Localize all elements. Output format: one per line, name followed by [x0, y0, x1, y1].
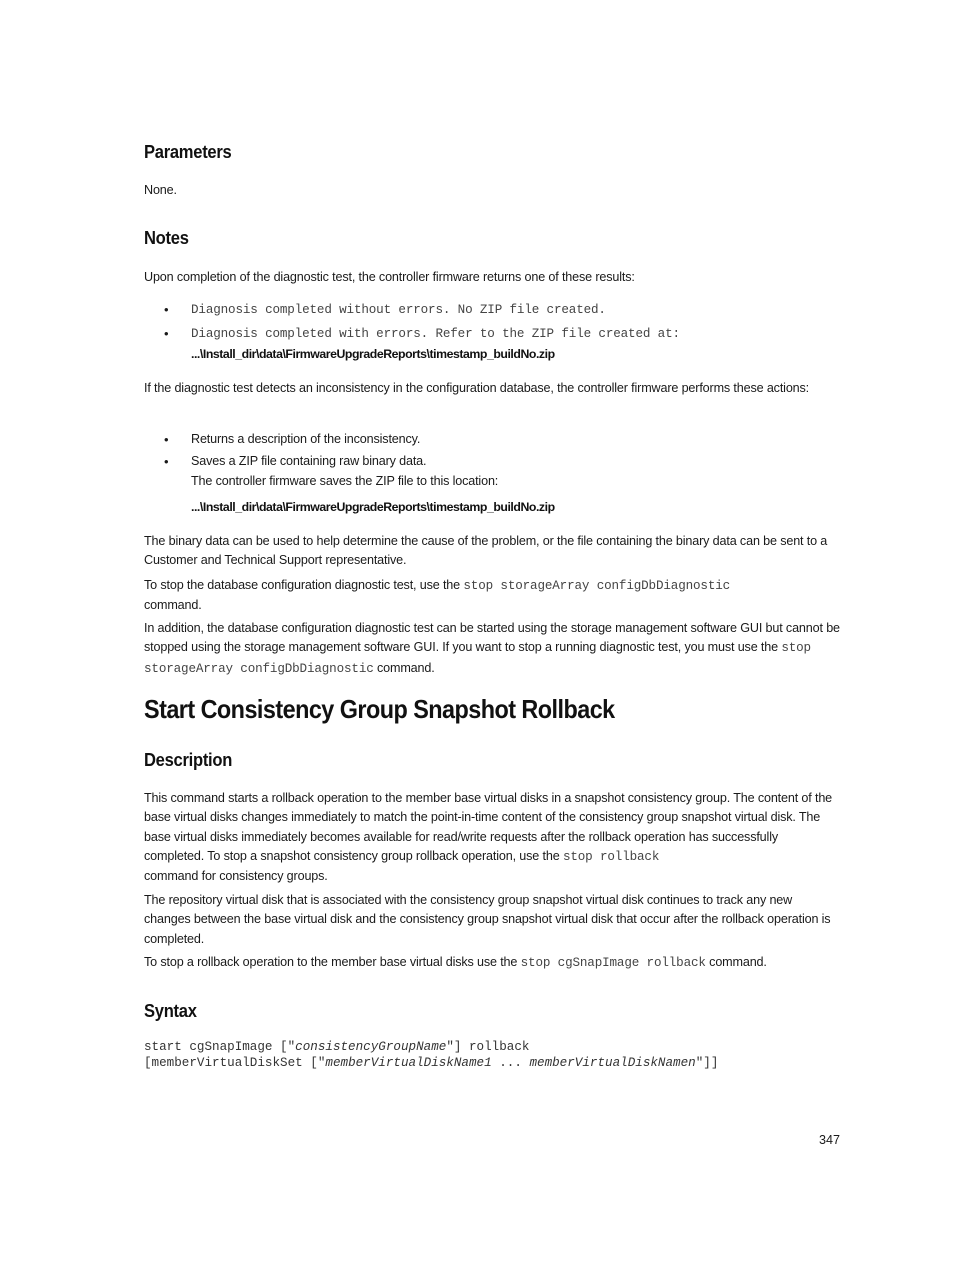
code-text: ...: [491, 1055, 530, 1070]
bullet-icon: •: [164, 432, 169, 447]
description-text-after: command for consistency groups.: [144, 869, 328, 884]
parameters-heading: Parameters: [144, 142, 232, 162]
code-text: "] rollback: [446, 1040, 530, 1054]
notes-intro: Upon completion of the diagnostic test, the controller firmware returns one of these results:: [144, 270, 635, 284]
stop-cgsnapimage-command: stop cgSnapImage rollback: [520, 956, 706, 970]
list-item: [164, 430, 840, 449]
result-text: Diagnosis completed with errors. Refer to the ZIP file created at:: [191, 327, 680, 342]
addition-text: In addition, the database configuration diagnostic test can be started using the storage management software GUI but cannot be stopped using the storage management software GUI. If you want to stop a running diagnostic test, you must use the: [144, 621, 840, 655]
description-text-after: command.: [709, 955, 767, 969]
stop-command: stop storageArray configDbDiagnostic: [463, 579, 731, 593]
list-item: [164, 452, 840, 471]
inconsistency-intro: If the diagnostic test detects an inconsistency in the configuration database, the controller firmware performs these actions:: [144, 381, 810, 395]
bullet-icon: •: [164, 326, 169, 342]
parameters-text: None.: [144, 183, 177, 197]
stop-text-after: command.: [144, 598, 202, 613]
code-text: start cgSnapImage [": [144, 1040, 296, 1054]
actions-list: [164, 430, 840, 472]
addition-command: stop storageArray configDbDiagnostic: [144, 641, 811, 676]
code-parameter: consistencyGroupName: [295, 1040, 447, 1054]
description-paragraph-3: [144, 953, 840, 973]
action-text: Returns a description of the inconsistency.: [191, 432, 421, 446]
stop-diagnostic-paragraph: [144, 576, 840, 616]
notes-heading: Notes: [144, 228, 189, 248]
result-text: Diagnosis completed without errors. No ZIP file created.: [191, 303, 606, 317]
description-text: To stop a rollback operation to the member base virtual disks use the: [144, 955, 518, 969]
stop-text: To stop the database configuration diagnostic test, use the: [144, 578, 461, 592]
code-parameter: memberVirtualDiskName1: [325, 1055, 492, 1070]
stop-rollback-command: stop rollback: [562, 849, 660, 864]
page-number: 347: [818, 1133, 840, 1147]
section-title: Start Consistency Group Snapshot Rollback: [144, 694, 615, 724]
binary-data-text: The binary data can be used to help determine the cause of the problem, or the file containing the binary data can be sent to a Customer and Technical Support representative.: [144, 534, 828, 568]
code-parameter: memberVirtualDiskNamen: [529, 1055, 696, 1070]
result-zip-path: ...\Install_dir\data\FirmwareUpgradeReports\timestamp_buildNo.zip: [191, 347, 555, 361]
description-paragraph-1: [144, 789, 840, 886]
description-text: This command starts a rollback operation to the member base virtual disks in a snapshot consistency group. The content of the base virtual disks changes immediately to match the point-in-time content of the consistency group snapshot virtual disk. The base virtual disks immediately becomes available for read/write requests after the rollback operation has successfully completed. To stop a snapshot consistency group rollback operation, use the: [144, 791, 833, 863]
addition-paragraph: [144, 619, 840, 679]
syntax-heading: Syntax: [144, 1001, 197, 1021]
save-zip-path: ...\Install_dir\data\FirmwareUpgradeReports\timestamp_buildNo.zip: [191, 500, 555, 514]
results-list: [164, 300, 840, 345]
list-item: [164, 324, 840, 344]
code-text: "]]: [695, 1055, 719, 1070]
code-text: [memberVirtualDiskSet [": [144, 1055, 326, 1070]
save-location-text: The controller firmware saves the ZIP file to this location:: [191, 474, 499, 488]
addition-text-after: command.: [377, 660, 435, 675]
action-text: Saves a ZIP file containing raw binary data.: [191, 454, 427, 469]
description-paragraph-2: The repository virtual disk that is associated with the consistency group snapshot virtual disk continues to track any new changes between the base virtual disk and the consistency group snapshot virtual disk that occur after the rollback operation is completed.: [144, 893, 831, 946]
syntax-code-block: [144, 1040, 718, 1071]
description-heading: Description: [144, 750, 233, 770]
list-item: [164, 300, 840, 320]
bullet-icon: •: [164, 302, 169, 317]
bullet-icon: •: [164, 454, 169, 470]
document-page: [144, 0, 840, 1268]
